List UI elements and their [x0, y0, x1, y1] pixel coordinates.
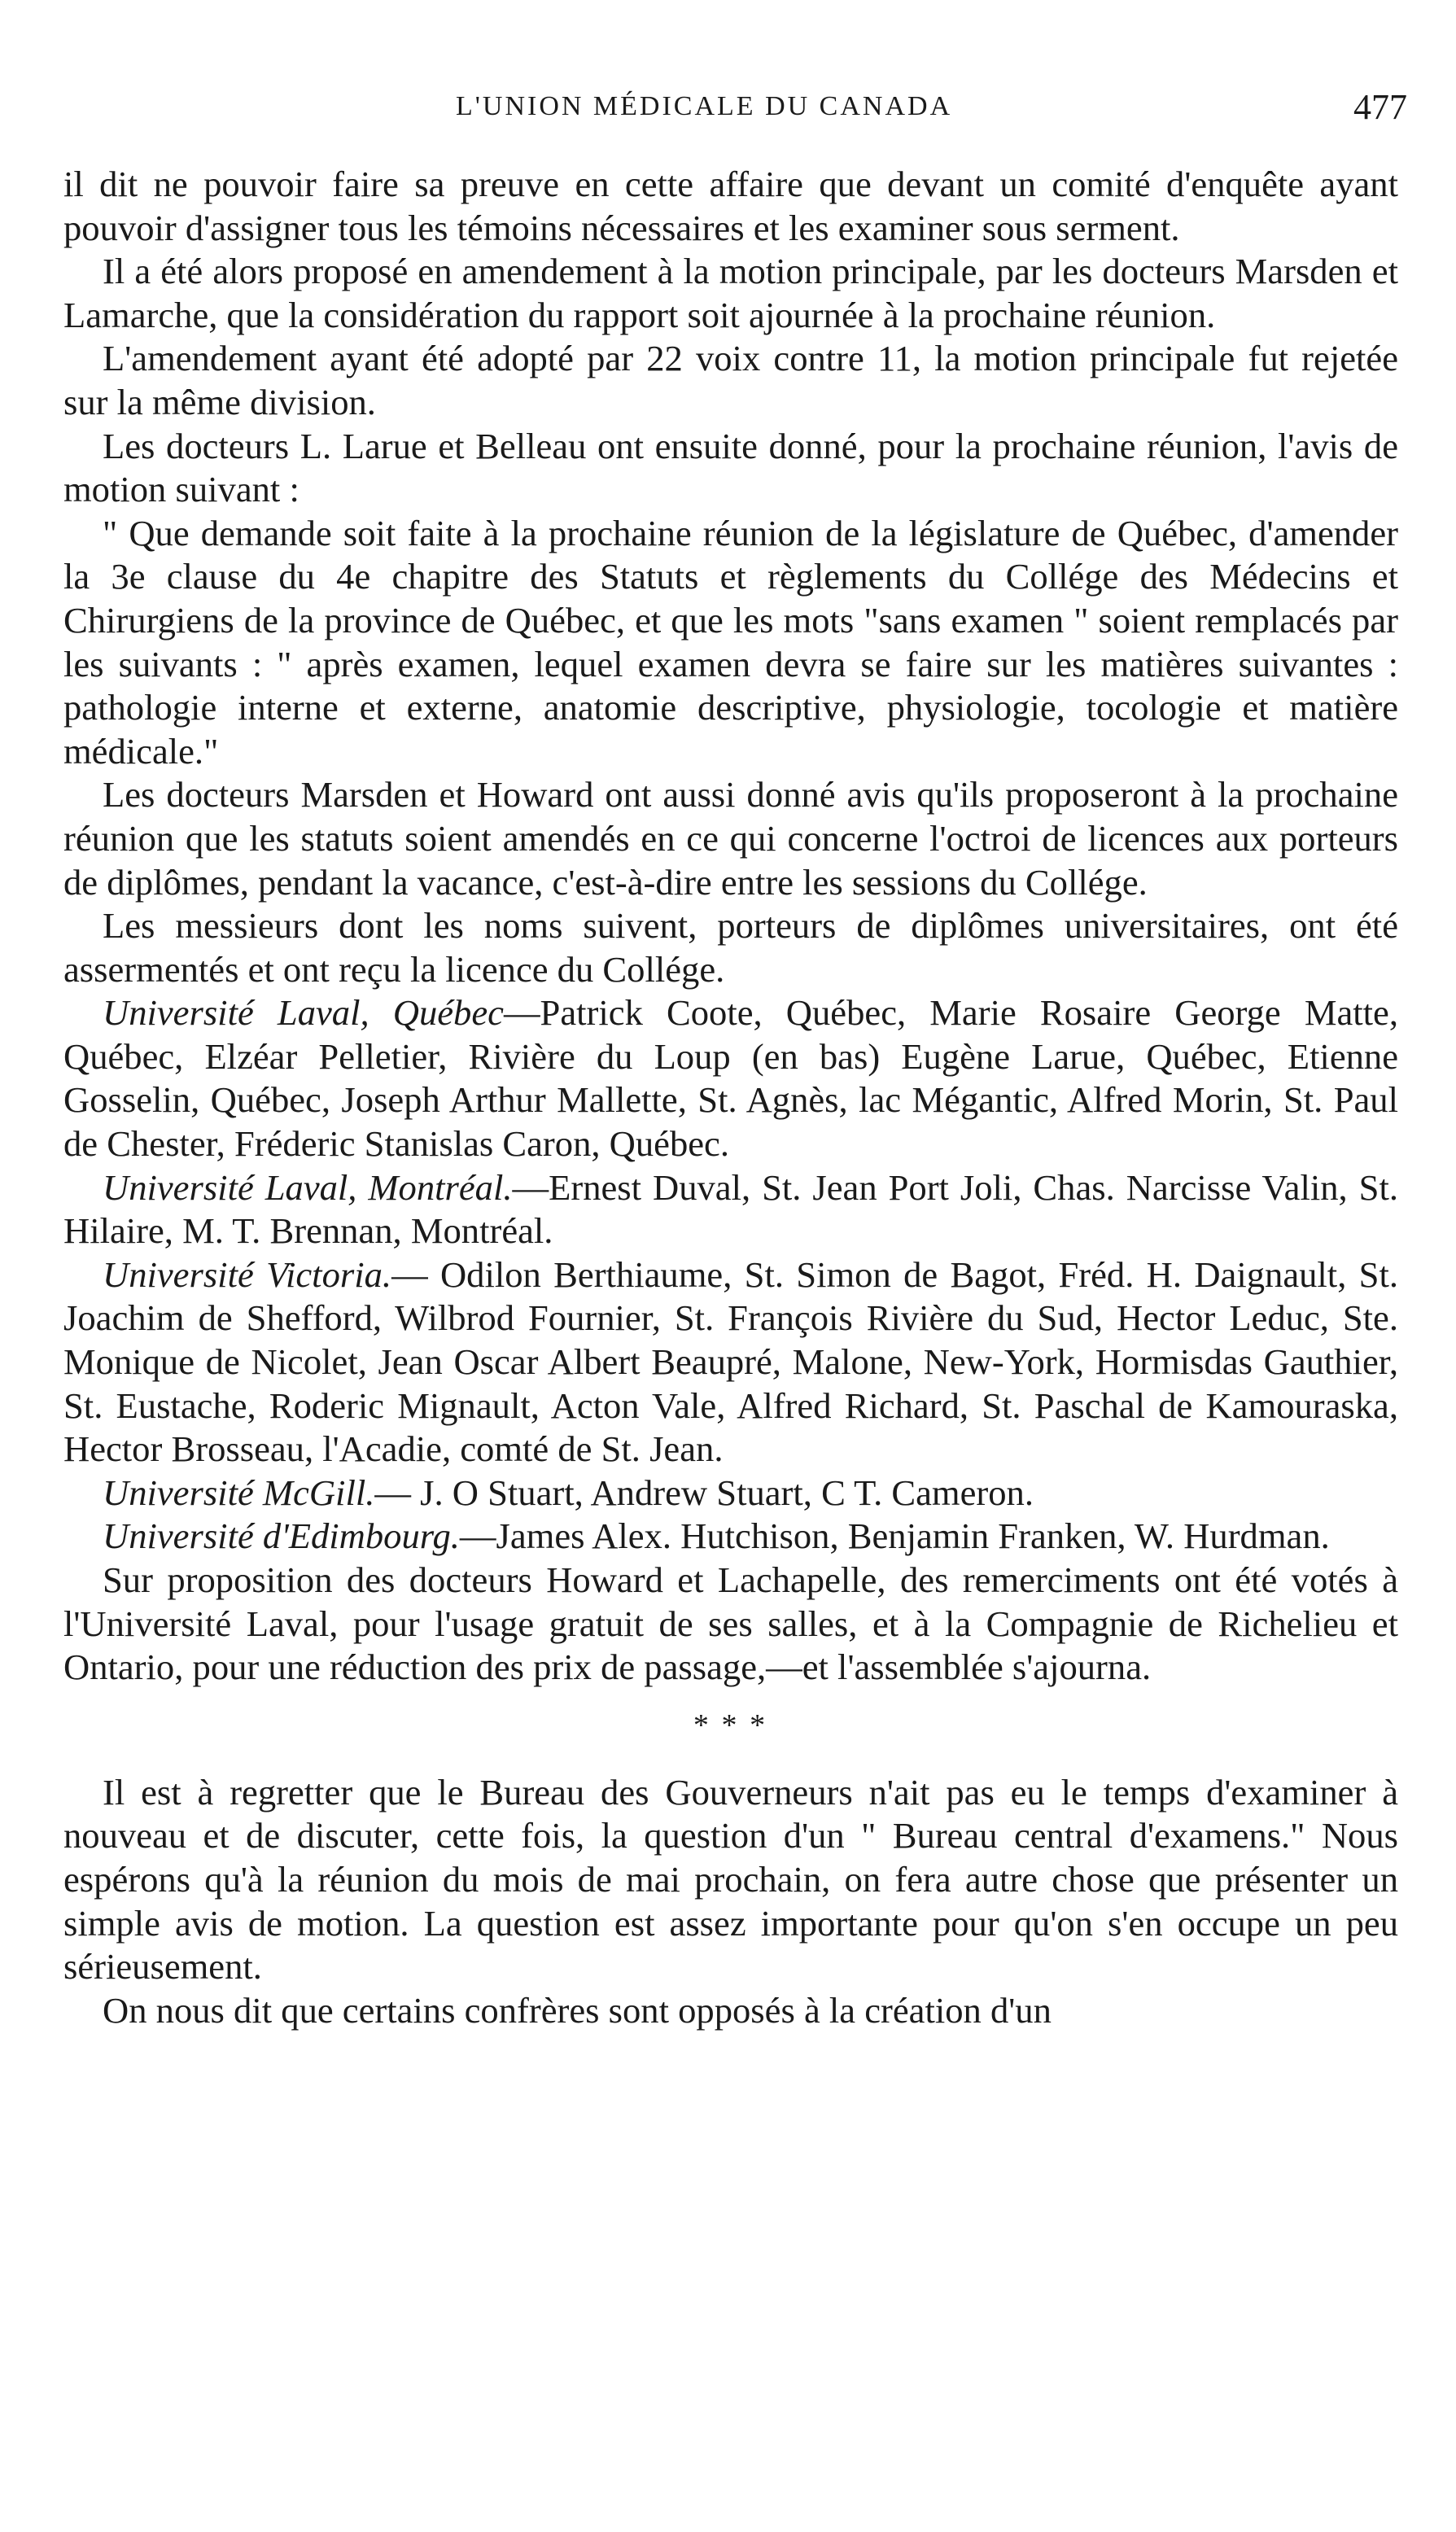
body-text — [63, 163, 1398, 2032]
paragraph: Les messieurs dont les noms suivent, porteurs de diplômes universitaires, ont été assermentés et ont reçu la licence du Collége. — [63, 905, 1398, 990]
university-entry — [63, 1166, 1398, 1253]
university-entry — [63, 1253, 1398, 1472]
closing-paragraph: Sur proposition des docteurs Howard et Lachapelle, des remerciments ont été votés à l'Université Laval, pour l'usage gratuit de ses salles, et à la Compagnie de Richelieu et Ontario, pour une réduction des prix de passage,—et l'assemblée s'ajourna. — [63, 1559, 1398, 1688]
paragraph: Les docteurs L. Larue et Belleau ont ensuite donné, pour la prochaine réunion, l'avis de motion suivant : — [63, 425, 1398, 510]
paragraph: il dit ne pouvoir faire sa preuve en cette affaire que devant un comité d'enquête ayant pouvoir d'assigner tous les témoins nécessaires et les examiner sous serment. — [63, 164, 1398, 248]
university-entry — [63, 991, 1398, 1165]
page-header — [456, 87, 1407, 140]
graduate-list: —Ernest Duval, St. Jean Port Joli, Chas. Narcisse Valin, St. Hilaire, M. T. Brennan, Montréal. — [63, 1166, 1398, 1252]
university-name: Université Victoria. — [103, 1253, 392, 1295]
university-name: Université McGill. — [103, 1472, 375, 1513]
university-entry — [63, 1472, 1398, 1515]
graduate-list: —James Alex. Hutchison, Benjamin Franken, W. Hurdman. — [459, 1515, 1330, 1557]
editorial-paragraph: On nous dit que certains confrères sont opposés à la création d'un — [103, 1989, 1052, 2031]
university-entry — [63, 1515, 1398, 1559]
graduate-list: — Odilon Berthiaume, St. Simon de Bagot, Fréd. H. Daignault, St. Joachim de Shefford, Wilbrod Fournier, St. François Rivière du Sud, Hector Leduc, Ste. Monique de Nicolet, Jean Oscar Albert Beaupré, Malone, New-York, Hormisdas Gauthier, St. Eustache, Roderic Mignault, Acton Vale, Alfred Richard, St. Paschal de Kamouraska, Hector Brosseau, l'Acadie, comté de St. Jean. — [63, 1253, 1398, 1470]
university-name: Université d'Edimbourg. — [103, 1515, 460, 1557]
paragraph: L'amendement ayant été adopté par 22 voix contre 11, la motion principale fut rejetée sur la même division. — [63, 338, 1398, 422]
paragraph: Il a été alors proposé en amendement à la motion principale, par les docteurs Marsden et Lamarche, que la considération du rapport soit ajournée à la prochaine réunion. — [63, 251, 1398, 335]
page-number: 477 — [1353, 87, 1407, 127]
motion-quote: " Que demande soit faite à la prochaine réunion de la législature de Québec, d'amender la 3e clause du 4e chapitre des Statuts et règlements du Collége des Médecins et Chirurgiens de la province de Québec, et que les mots "sans examen " soient remplacés par les suivants : " après examen, lequel examen devra se faire sur les matières suivantes : pathologie interne et externe, anatomie descriptive, physiologie, tocologie et matière médicale." — [63, 512, 1398, 772]
graduate-list: —Patrick Coote, Québec, Marie Rosaire George Matte, Québec, Elzéar Pelletier, Rivière du Loup (en bas) Eugène Larue, Québec, Etienne Gosselin, Québec, Joseph Arthur Mallette, St. Agnès, lac Mégantic, Alfred Morin, St. Paul de Chester, Fréderic Stanislas Caron, Québec. — [63, 992, 1398, 1165]
university-name: Université Laval, Montréal. — [103, 1166, 513, 1208]
university-name: Université Laval, Québec — [103, 992, 504, 1034]
paragraph: Les docteurs Marsden et Howard ont aussi donné avis qu'ils proposeront à la prochaine réunion que les statuts soient amendés en ce qui concerne l'octroi de licences aux porteurs de diplômes, pendant la vacance, c'est-à-dire entre les sessions du Collége. — [63, 774, 1398, 903]
graduate-list: — J. O Stuart, Andrew Stuart, C T. Cameron. — [374, 1472, 1034, 1513]
running-title: L'UNION MÉDICALE DU CANADA — [456, 91, 953, 121]
section-separator: * * * — [693, 1708, 769, 1743]
editorial-paragraph: Il est à regretter que le Bureau des Gouverneurs n'ait pas eu le temps d'examiner à nouveau et de discuter, cette fois, la question d'un " Bureau central d'examens." Nous espérons qu'à la réunion du mois de mai prochain, on fera autre chose que présenter un simple avis de motion. La question est assez importante pour qu'on s'en occupe un peu sérieusement. — [63, 1771, 1398, 1988]
